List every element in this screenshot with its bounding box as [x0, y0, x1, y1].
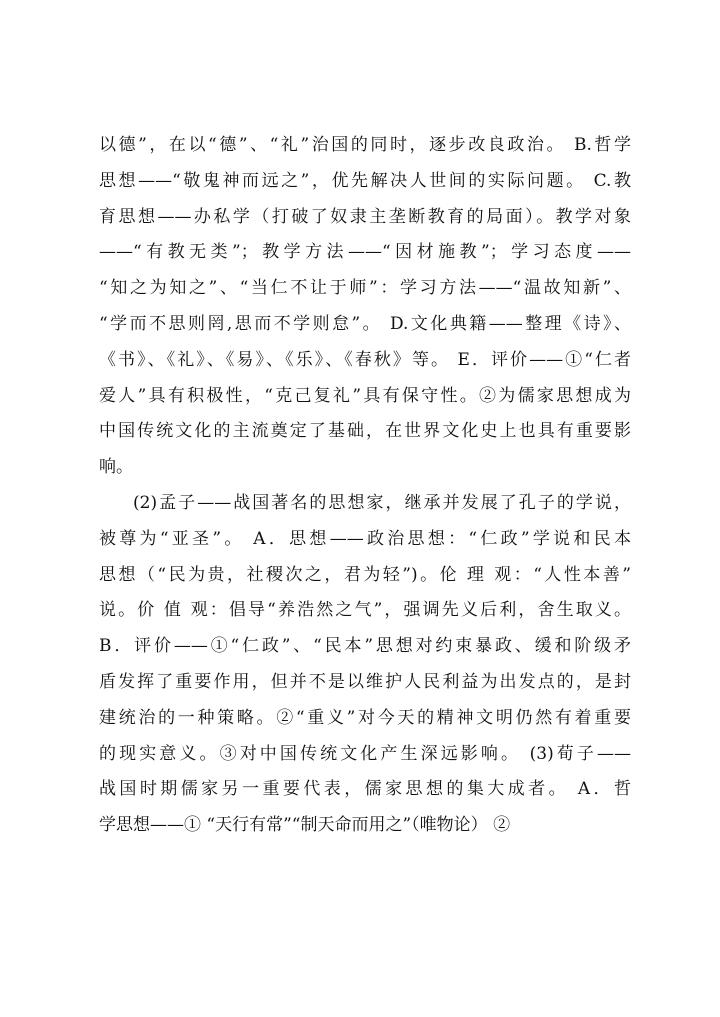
- text-line-19: 战国时期儒家另一重要代表，儒家思想的集大成者。 A．哲: [99, 779, 631, 800]
- text-line-8: 爱人”具有积极性，“克己复礼”具有保守性。②为儒家思想成为: [99, 385, 631, 406]
- text-line-6: “学而不思则罔,思而不学则怠”。 D.文化典籍——整理《诗》、: [99, 313, 631, 334]
- text-line-14: 说。价 值 观：倡导“养浩然之气”，强调先义后利，舍生取义。: [99, 600, 631, 621]
- text-line-18: 的现实意义。③对中国传统文化产生深远影响。 (3)荀子——: [99, 743, 631, 764]
- text-line-16: 盾发挥了重要作用，但并不是以维护人民利益为出发点的，是封: [99, 671, 631, 692]
- text-line-10: 响。: [99, 457, 133, 478]
- text-line-1: 以德”，在以“德”、“礼”治国的同时，逐步改良政治。 B.哲学: [99, 135, 631, 155]
- text-line-7: 《书》、《礼》、《易》、《乐》、《春秋》等。 E．评价——①“仁者: [99, 349, 631, 370]
- text-line-17: 建统治的一种策略。②“重义”对今天的精神文明仍然有着重要: [99, 707, 631, 728]
- text-line-15: B．评价——①“仁政”、“民本”思想对约束暴政、缓和阶级矛: [99, 636, 631, 657]
- text-line-12: 被尊为“亚圣”。 A．思想——政治思想：“仁政”学说和民本: [99, 528, 631, 549]
- text-line-2: 思想——“敬鬼神而远之”，优先解决人世间的实际问题。 C.教: [99, 170, 631, 191]
- text-line-11: (2)孟子——战国著名的思想家，继承并发展了孔子的学说，: [133, 492, 631, 513]
- text-line-13: 思想（“民为贵，社稷次之，君为轻”)。伦 理 观：“人性本善”: [99, 564, 631, 585]
- text-line-20: 学思想——① “天行有常”“制天命而用之”（唯物论） ②: [99, 815, 511, 836]
- document-body: [99, 128, 631, 844]
- text-line-3: 育思想——办私学（打破了奴隶主垄断教育的局面）。教学对象: [99, 206, 631, 227]
- text-line-5: “知之为知之”、“当仁不让于师”：学习方法——“温故知新”、: [99, 278, 631, 299]
- text-line-4: ——“有教无类”；教学方法——“因材施教”；学习态度——: [99, 242, 631, 263]
- text-line-9: 中国传统文化的主流奠定了基础，在世界文化史上也具有重要影: [99, 421, 631, 442]
